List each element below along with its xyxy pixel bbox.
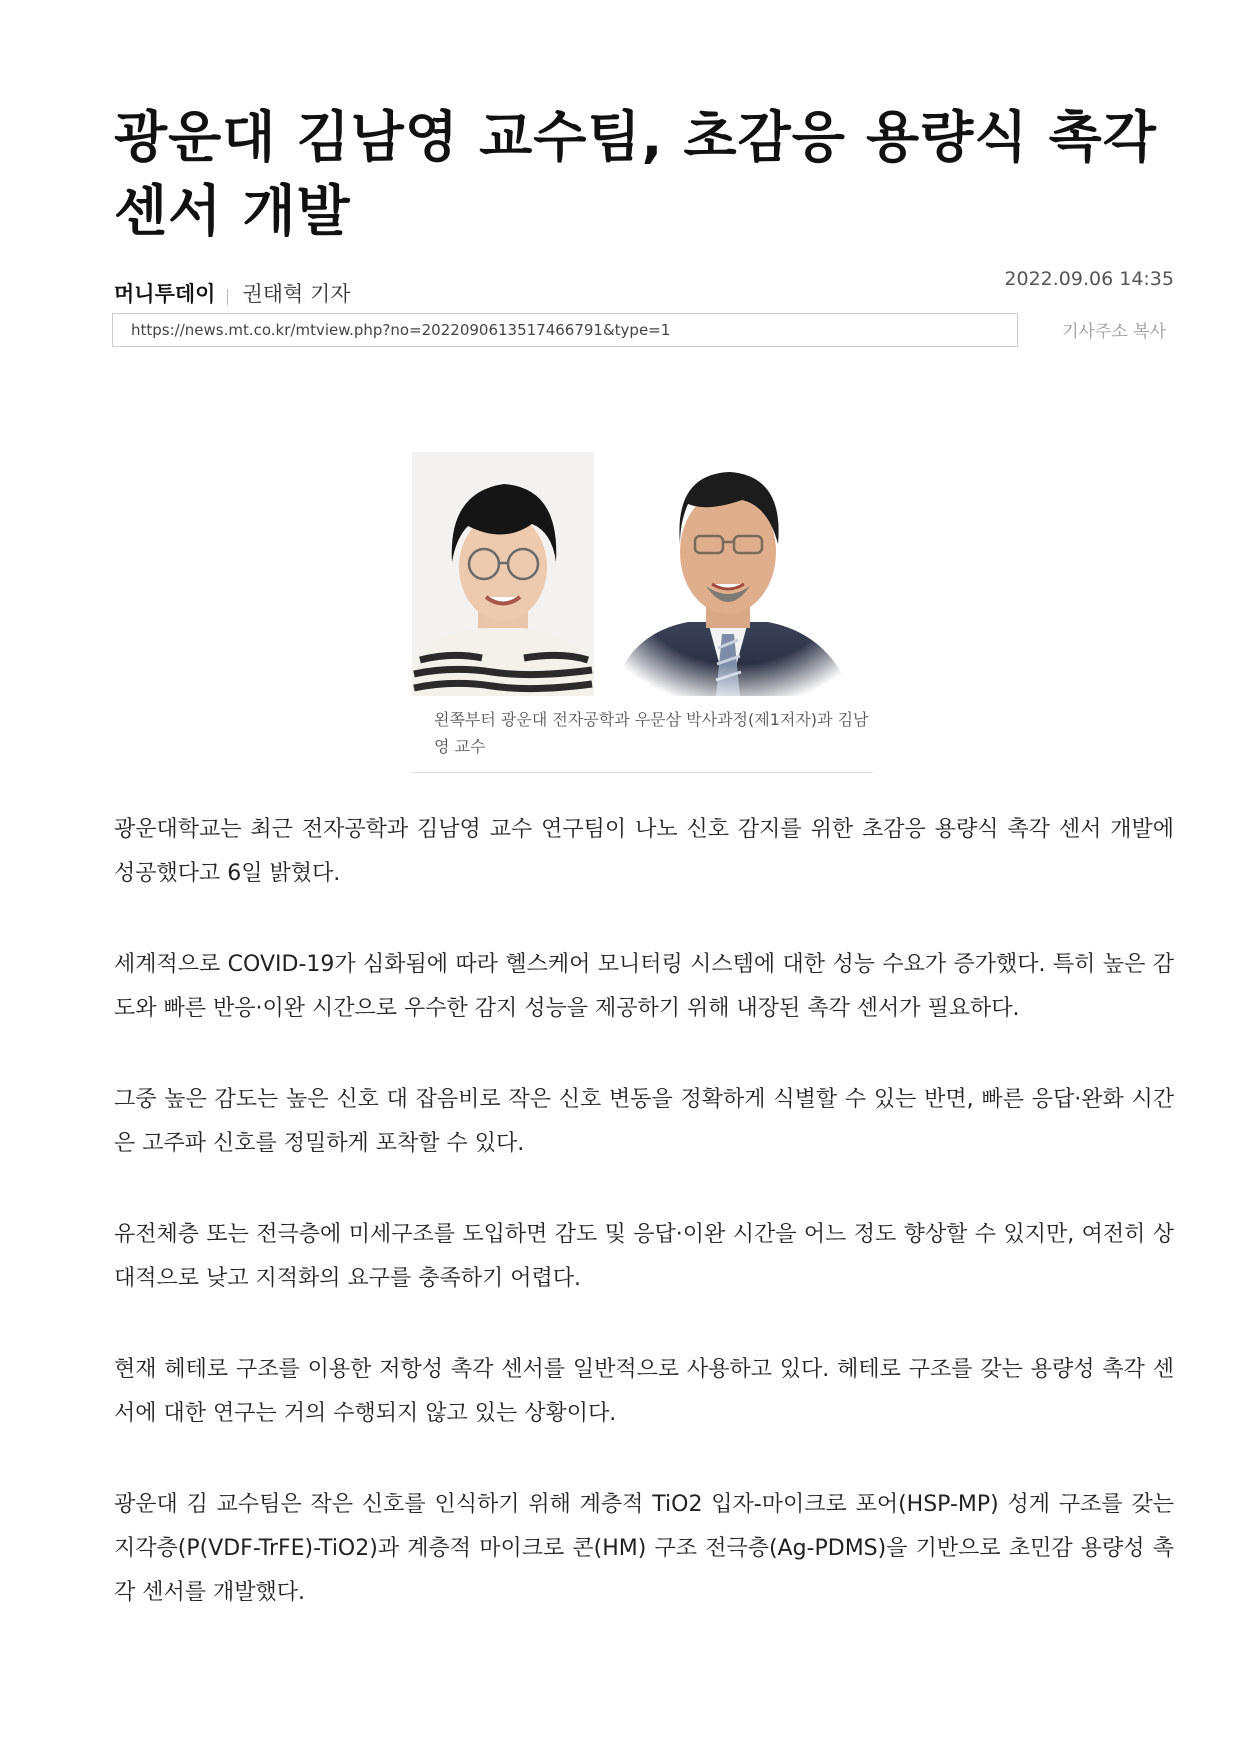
press-name[interactable]: 머니투데이	[114, 282, 216, 306]
article-paragraph: 광운대 김 교수팀은 작은 신호를 인식하기 위해 계층적 TiO2 입자-마이크로 포어(HSP-MP) 성게 구조를 갖는 지각층(P(VDF-TrFE)-TiO2)과 계층적 마이크로 콘(HM) 구조 전극층(Ag-PDMS)을 기반으로 초민감 용량성 촉각 센서를 개발했다.	[114, 1492, 1174, 1605]
article-body	[114, 808, 1174, 1662]
article-headline: 광운대 김남영 교수팀, 초감응 용량식 촉각 센서 개발	[114, 105, 1157, 243]
portrait-left	[412, 452, 594, 696]
article-paragraph: 그중 높은 감도는 높은 신호 대 잡음비로 작은 신호 변동을 정확하게 식별할 수 있는 반면, 빠른 응답·완화 시간은 고주파 신호를 정밀하게 포착할 수 있다.	[114, 1087, 1174, 1156]
byline	[114, 268, 1174, 308]
byline-divider	[227, 289, 228, 305]
article-paragraph: 유전체층 또는 전극층에 미세구조를 도입하면 감도 및 응답·이완 시간을 어느 정도 향상할 수 있지만, 여전히 상대적으로 낮고 지적화의 요구를 충족하기 어렵다.	[114, 1222, 1174, 1291]
publish-datetime: 2022.09.06 14:35	[1004, 268, 1174, 290]
photo-caption: 왼쪽부터 광운대 전자공학과 우문삼 박사과정(제1저자)과 김남영 교수	[412, 706, 873, 773]
article-photo	[412, 452, 873, 696]
article-paragraph: 광운대학교는 최근 전자공학과 김남영 교수 연구팀이 나노 신호 감지를 위한 초감응 용량식 촉각 센서 개발에 성공했다고 6일 밝혔다.	[114, 817, 1174, 886]
portrait-right	[600, 452, 873, 696]
reporter-name[interactable]: 권태혁 기자	[242, 282, 351, 306]
article-paragraph: 현재 헤테로 구조를 이용한 저항성 촉각 센서를 일반적으로 사용하고 있다. 헤테로 구조를 갖는 용량성 촉각 센서에 대한 연구는 거의 수행되지 않고 있는 상황이다.	[114, 1357, 1174, 1426]
article-paragraph: 세계적으로 COVID-19가 심화됨에 따라 헬스케어 모니터링 시스템에 대한 성능 수요가 증가했다. 특히 높은 감도와 빠른 반응·이완 시간으로 우수한 감지 성능을 제공하기 위해 내장된 촉각 센서가 필요하다.	[114, 952, 1174, 1021]
article-url-field[interactable]: https://news.mt.co.kr/mtview.php?no=2022090613517466791&type=1	[112, 313, 1018, 347]
copy-url-button[interactable]: 기사주소 복사	[1062, 322, 1166, 342]
article-url-row	[112, 313, 1176, 349]
